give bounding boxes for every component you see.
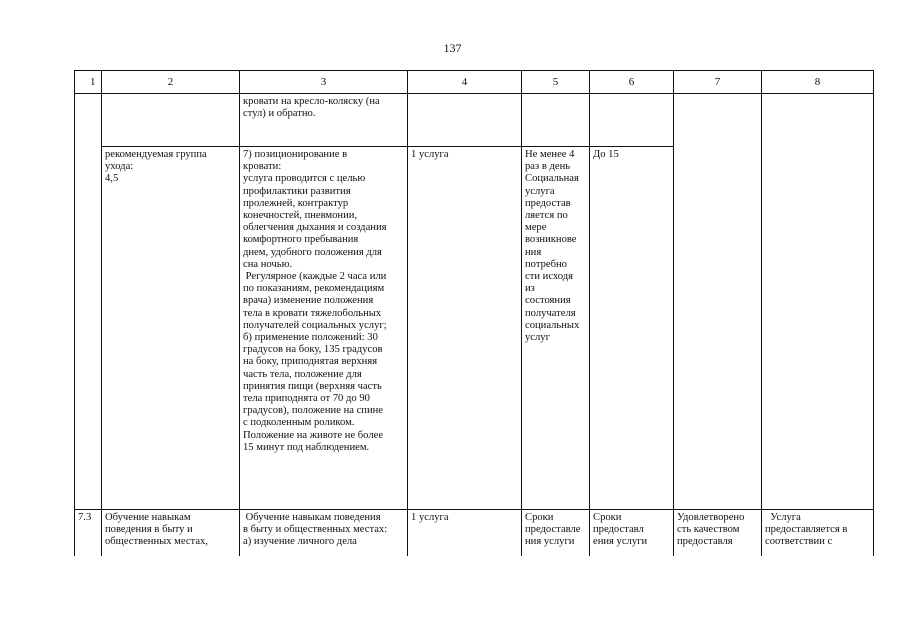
cell-text-line: облегчения дыхания и создания	[243, 222, 387, 234]
header-col-3: 3	[240, 71, 408, 94]
cell-text-line: Положение на животе не более	[243, 429, 384, 441]
row3-col-1	[75, 510, 102, 557]
cell-text-line: услуг	[525, 332, 550, 344]
cell-text-line: часть тела, положение для	[243, 368, 362, 380]
cell-text-line: Регулярное (каждые 2 часа или	[243, 271, 387, 283]
cell-text-line: рекомендуемая группа	[105, 149, 207, 160]
cell-text-line: получателя	[525, 307, 576, 319]
row1-col-4	[408, 94, 522, 147]
cell-text-line: 7) позиционирование в	[243, 149, 348, 160]
cell-text-line: ения услуги	[593, 536, 648, 548]
cell-text-line: ния	[525, 246, 542, 258]
cell-text-line: До 15	[593, 149, 619, 160]
cell-text-line: состояния	[525, 295, 571, 307]
table-header-row	[75, 71, 874, 94]
cell-text-line: раз в день	[525, 161, 571, 173]
cell-text-line: комфортного пребывания	[243, 234, 359, 246]
cell-text-line: градусов), положение на спине	[243, 405, 384, 417]
header-col-5: 5	[522, 71, 590, 94]
row1-col-8	[762, 94, 874, 147]
cell-text-line: сти исходя	[525, 271, 574, 283]
cell-text-line: из	[525, 283, 535, 295]
header-col-6: 6	[590, 71, 674, 94]
row1-col-5	[522, 94, 590, 147]
row3-col-7	[674, 510, 762, 557]
row3-col-4-text	[411, 512, 518, 524]
cell-text-line: врача) изменение положения	[243, 295, 374, 307]
row3-col-3	[240, 510, 408, 557]
cell-text-line: Сроки	[593, 512, 622, 523]
row3-col-5	[522, 510, 590, 557]
cell-text-line: услуга	[525, 185, 555, 197]
cell-text-line: Услуга	[765, 512, 801, 523]
row1-col-6	[590, 94, 674, 147]
cell-text-line: днем, удобного положения для	[243, 246, 382, 258]
row1-col-2	[102, 94, 240, 147]
row3-col-3-text	[243, 512, 404, 549]
row3-col-4	[408, 510, 522, 557]
row3-col-6	[590, 510, 674, 557]
row3-col-1-text	[78, 512, 98, 524]
cell-text-line: ухода:	[105, 161, 134, 173]
cell-text-line: б) применение положений: 30	[243, 332, 378, 344]
cell-text-line: предоставля	[677, 536, 733, 548]
cell-text-line: Обучение навыкам	[105, 512, 191, 523]
header-col-2: 2	[102, 71, 240, 94]
cell-text-line: получателей социальных услуг;	[243, 319, 387, 331]
cell-text-line: принятия пищи (верхняя часть	[243, 380, 382, 392]
services-table	[74, 70, 874, 556]
row2-col-3-text	[243, 149, 404, 454]
cell-text-line: соответствии с	[765, 536, 833, 548]
row1-col-3	[240, 94, 408, 147]
cell-text-line: Социальная	[525, 173, 579, 185]
header-col-4: 4	[408, 71, 522, 94]
cell-text-line: а) изучение личного дела	[243, 536, 357, 548]
cell-text-line: Обучение навыкам поведения	[243, 512, 381, 523]
cell-text-line: сть качеством	[677, 524, 740, 536]
cell-text-line: по показаниям, рекомендациям	[243, 283, 385, 295]
cell-text-line: 4,5	[105, 173, 119, 185]
row2-col-5-text	[525, 149, 586, 344]
row2-col-6	[590, 147, 674, 510]
cell-text-line: 1 услуга	[411, 149, 449, 160]
row3-col-7-text	[677, 512, 758, 549]
cell-text-line: общественных местах,	[105, 536, 208, 548]
row1-col-3-text	[243, 96, 404, 120]
cell-text-line: сна ночью.	[243, 258, 293, 270]
row2-col-1	[75, 147, 102, 510]
header-col-8: 8	[762, 71, 874, 94]
row2-col-4-text	[411, 149, 518, 161]
cell-text-line: потребно	[525, 258, 567, 270]
cell-text-line: на боку, приподнятая верхняя	[243, 356, 378, 368]
cell-text-line: социальных	[525, 319, 580, 331]
cell-text-line: Не менее 4	[525, 149, 575, 160]
cell-text-line: в быту и общественных местах:	[243, 524, 388, 536]
cell-text-line: конечностей, пневмонии,	[243, 210, 358, 222]
cell-text-line: возникнове	[525, 234, 577, 246]
cell-text-line: 15 минут под наблюдением.	[243, 441, 370, 453]
cell-text-line: стул) и обратно.	[243, 108, 316, 120]
row3-col-6-text	[593, 512, 670, 549]
cell-text-line: предоставляется в	[765, 524, 848, 536]
cell-text-line: тела в кровати тяжелобольных	[243, 307, 382, 319]
row2-col-8	[762, 147, 874, 510]
cell-text-line: поведения в быту и	[105, 524, 193, 536]
table-row	[75, 147, 874, 510]
cell-text-line: предоставле	[525, 524, 581, 536]
row2-col-5	[522, 147, 590, 510]
row3-col-8	[762, 510, 874, 557]
row1-col-1	[75, 94, 102, 147]
row3-col-2	[102, 510, 240, 557]
row2-col-3	[240, 147, 408, 510]
cell-text-line: профилактики развития	[243, 185, 351, 197]
row1-col-7	[674, 94, 762, 147]
row3-col-2-text	[105, 512, 236, 549]
row3-col-5-text	[525, 512, 586, 549]
table-row	[75, 510, 874, 557]
cell-text-line: предостав	[525, 197, 571, 209]
cell-text-line: Сроки	[525, 512, 554, 523]
cell-text-line: градусов на боку, 135 градусов	[243, 344, 383, 356]
row3-col-8-text	[765, 512, 870, 549]
row2-col-2-text	[105, 149, 236, 186]
cell-text-line: предоставл	[593, 524, 644, 536]
cell-text-line: кровати на кресло-коляску (на	[243, 96, 380, 107]
table-row	[75, 94, 874, 147]
cell-text-line: мере	[525, 222, 547, 234]
row2-col-6-text	[593, 149, 670, 161]
cell-text-line: с подколенным роликом.	[243, 417, 355, 429]
cell-text-line: 7.3	[78, 512, 92, 523]
cell-text-line: 1 услуга	[411, 512, 449, 523]
page-number: 137	[443, 41, 462, 55]
cell-text-line: тела приподнята от 70 до 90	[243, 393, 370, 405]
row2-col-2	[102, 147, 240, 510]
cell-text-line: ния услуги	[525, 536, 575, 548]
header-col-7: 7	[674, 71, 762, 94]
row2-col-4	[408, 147, 522, 510]
row2-col-7	[674, 147, 762, 510]
cell-text-line: услуга проводится с целью	[243, 173, 366, 185]
cell-text-line: Удовлетворено	[677, 512, 745, 523]
cell-text-line: ляется по	[525, 210, 568, 222]
header-col-1: 1	[75, 71, 102, 94]
cell-text-line: кровати:	[243, 161, 282, 173]
cell-text-line: пролежней, контрактур	[243, 197, 349, 209]
